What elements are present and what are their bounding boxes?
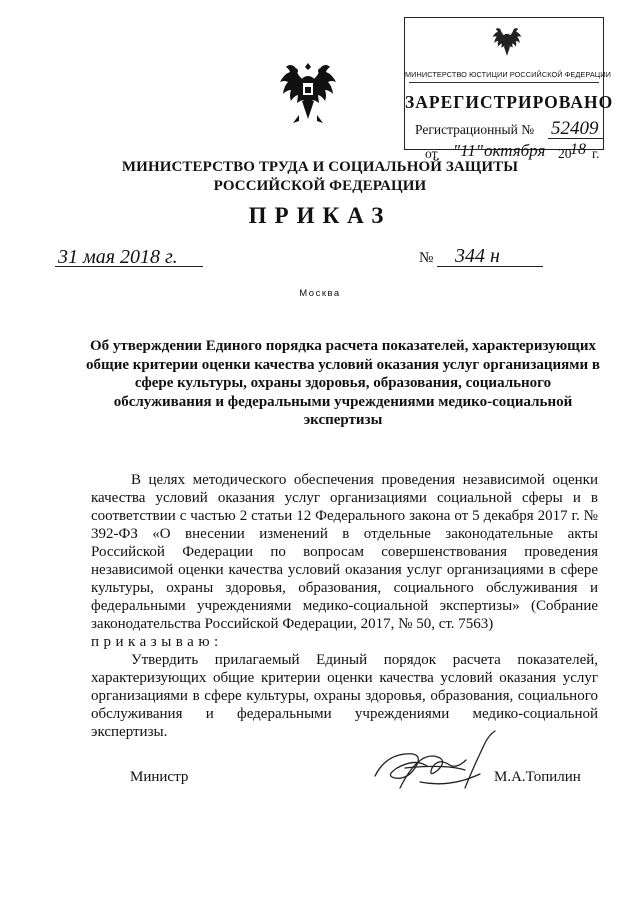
stamp-date-from: от [425,146,438,161]
stamp-registered: ЗАРЕГИСТРИРОВАНО [405,92,614,112]
order-number-label: № [419,250,434,266]
registration-stamp [404,17,614,161]
order-number-underline [437,266,543,267]
stamp-date-year: 18 [570,141,586,158]
order-title: ПРИКАЗ [248,203,392,228]
body-prikazyvayu: приказываю: [91,634,223,650]
handwritten-signature [365,728,515,813]
stamp-date-day: "11" [453,141,484,160]
order-city: Москва [299,288,341,299]
order-body [91,471,598,741]
signer-role: Министр [130,769,189,785]
stamp-date-year-prefix: 20 [558,146,572,161]
stamp-date-month: октября [484,141,546,160]
stamp-divider [409,82,599,83]
ministry-line-1: МИНИСТЕРСТВО ТРУДА И СОЦИАЛЬНОЙ ЗАЩИТЫ [121,159,519,175]
signer-name: М.А.Топилин [494,769,581,785]
order-date: 31 мая 2018 г. [58,246,178,268]
order-subject: Об утверждении Единого порядка расчета показателей, характеризующих общие критерии оценки качества условий оказания услуг организациями в сфере культуры, охраны здоровья, образования, социального обслуживания и федеральными учреждениями медико-социальной экспертизы [86,338,600,428]
coat-of-arms-icon [275,57,341,131]
ministry-line-2: РОССИЙСКОЙ ФЕДЕРАЦИИ [213,178,427,194]
stamp-reg-number-label: Регистрационный № [415,122,535,137]
stamp-ministry: МИНИСТЕРСТВО ЮСТИЦИИ РОССИЙСКОЙ ФЕДЕРАЦИИ [405,70,611,79]
body-paragraph-1: В целях методического обеспечения проведения независимой оценки качества условий оказания услуг организациями социальной сферы и в соответствии с частью 2 статьи 12 Федерального закона от 5 декабря 2017 г. № 392-ФЗ «О внесении изменений в отдельные законодательные акты Российской Федерации по вопросам совершенствования проведения независимой оценки качества условий оказания услуг организациями в сфере культуры, охраны здоровья, образования, социального обслуживания и федеральными учреждениями медико-социальной экспертизы» (Собрание законодательства Российской Федерации, 2017, № 50, ст. 7563) [91,472,598,632]
ministry-name [110,158,530,196]
stamp-reg-number-underline [548,138,603,139]
body-paragraph-2: Утвердить прилагаемый Единый порядок расчета показателей, характеризующих общие критерии оценки качества условий оказания услуг организациями в сфере культуры, охраны здоровья, образования, социального обслуживания и федеральными учреждениями медико-социальной экспертизы. [91,652,598,740]
stamp-reg-number: 52409 [551,118,599,139]
order-number: 344 н [455,245,500,267]
stamp-coat-of-arms-icon [490,24,524,62]
order-date-underline [55,266,203,267]
stamp-date-year-suffix: г. [592,146,600,161]
